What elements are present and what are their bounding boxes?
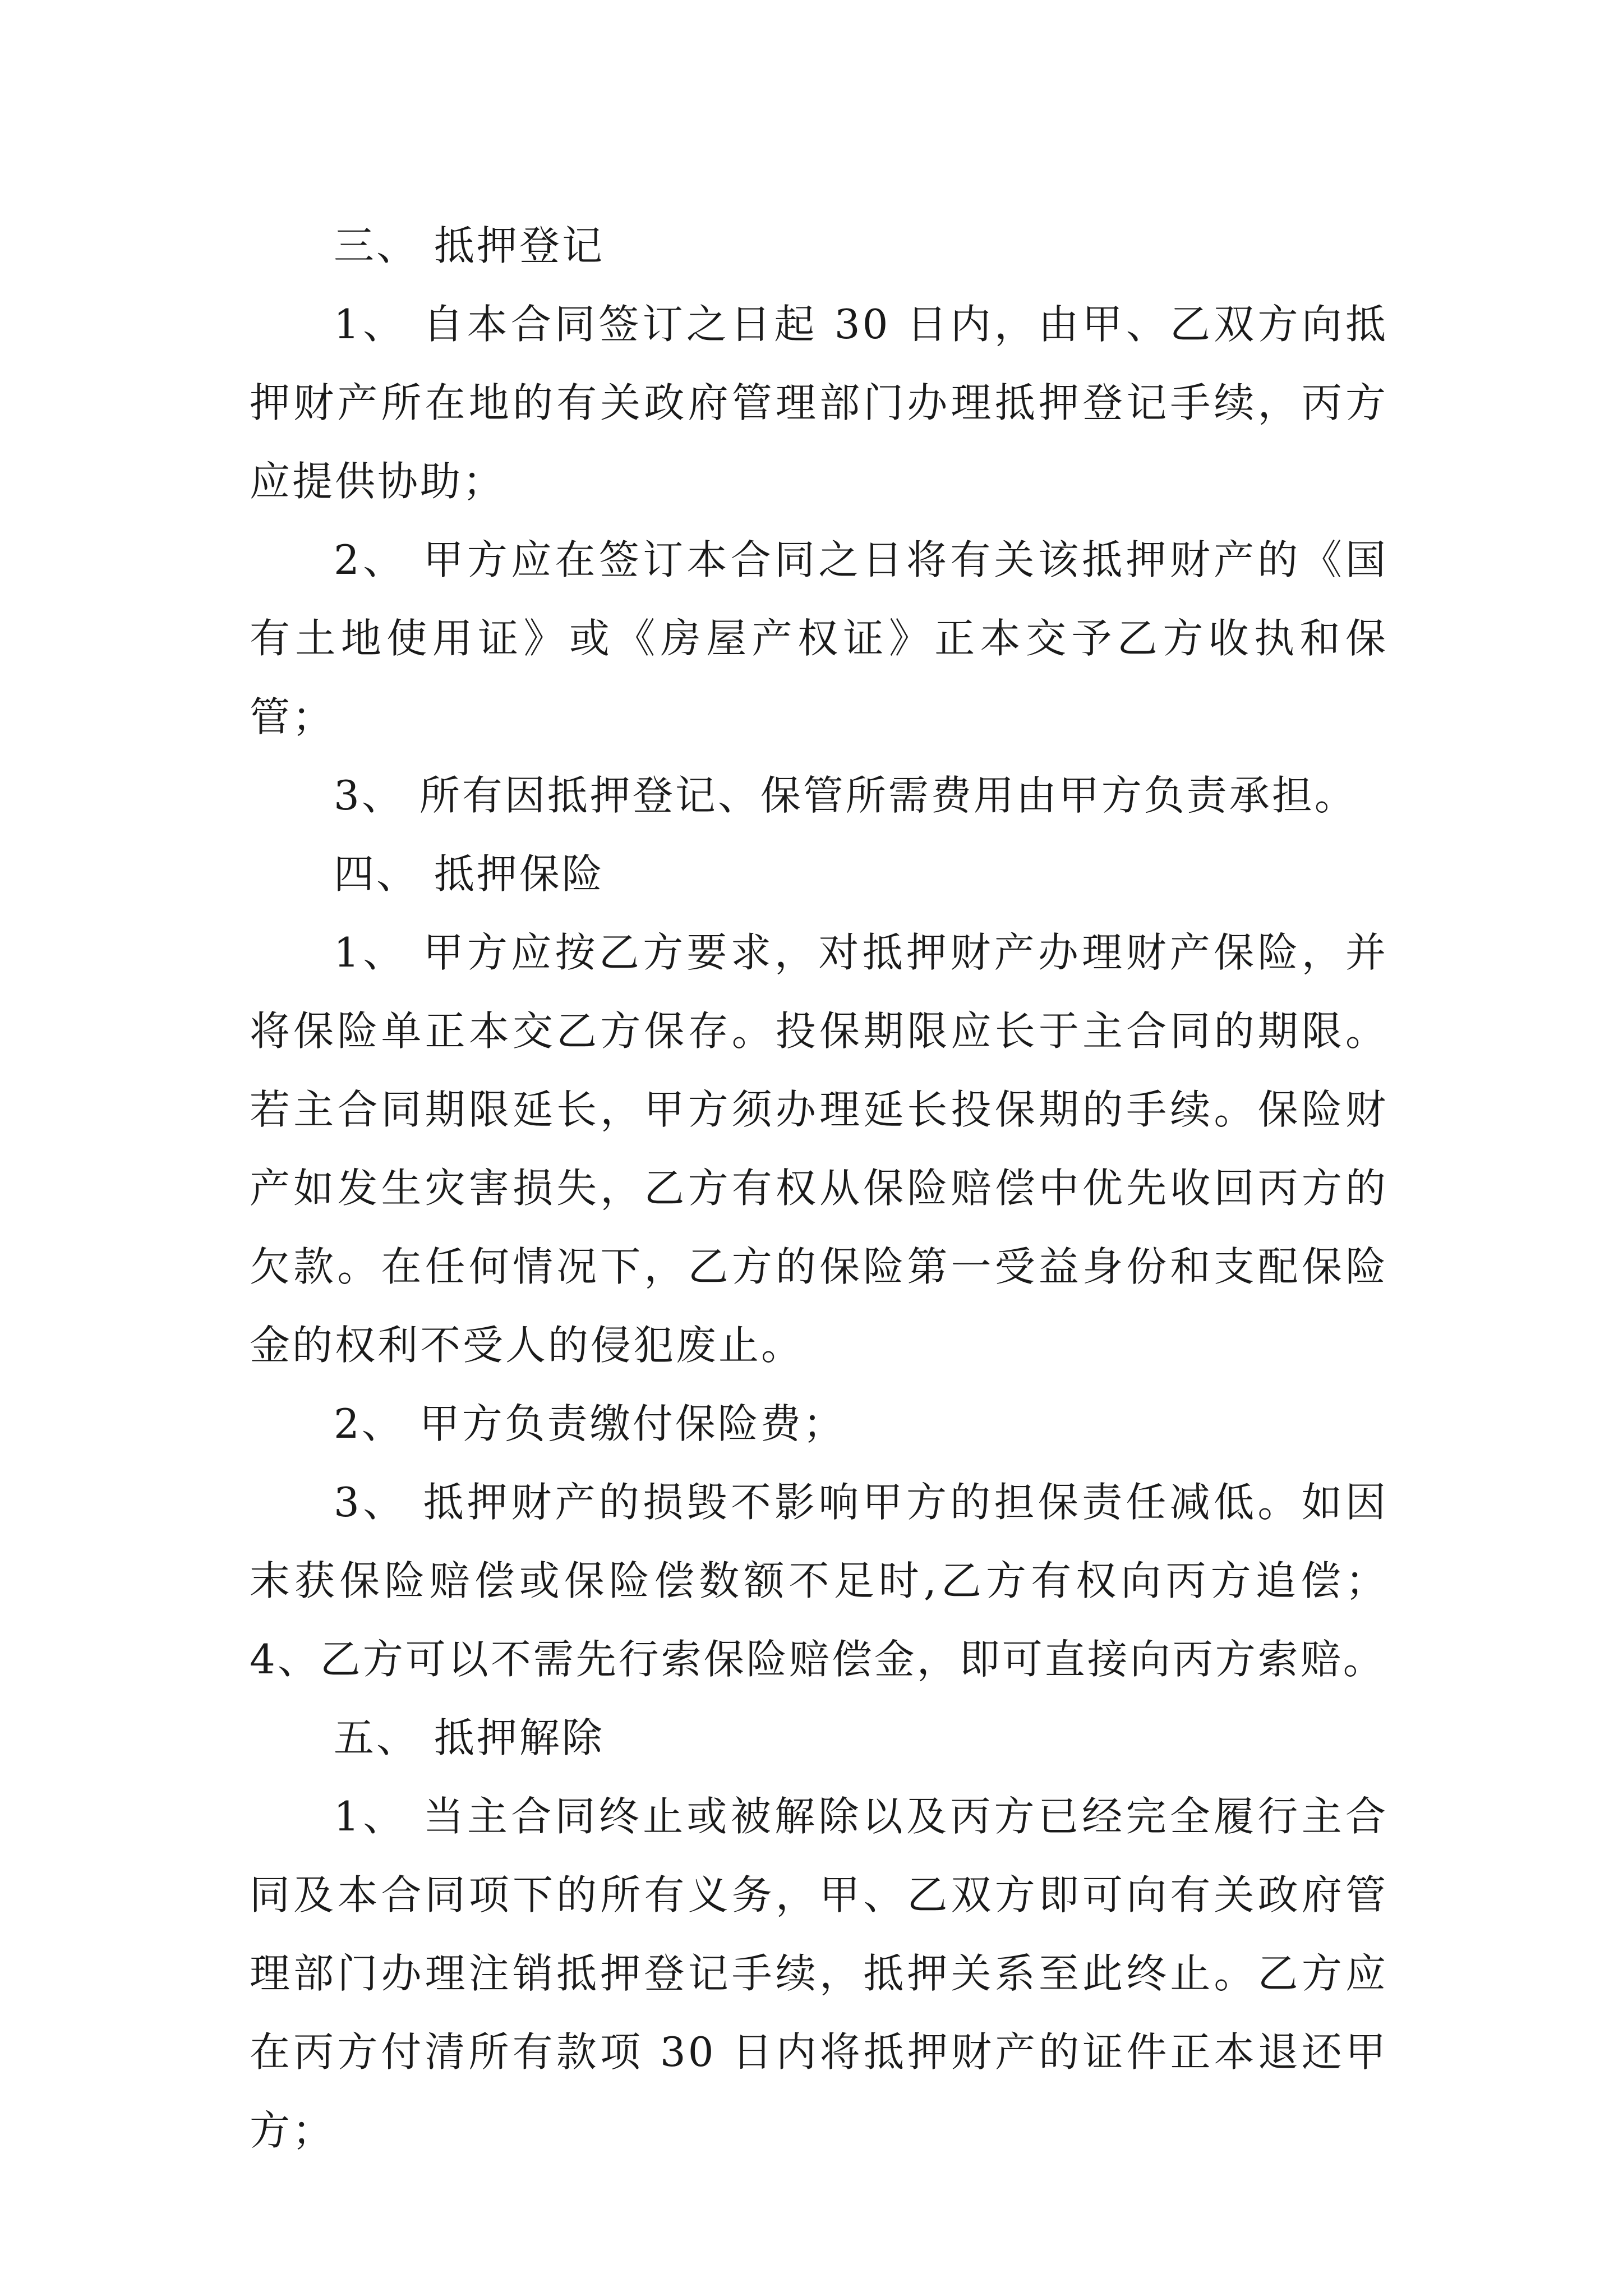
document-body bbox=[250, 206, 1388, 2170]
section-heading-insurance: 四、 抵押保险 bbox=[334, 850, 605, 898]
section-heading-release: 五、 抵押解除 bbox=[334, 1714, 605, 1761]
clause-registration-3: 3、 所有因抵押登记、保管所需费用由甲方负责承担。 bbox=[334, 772, 1357, 819]
clause-insurance-1: 1、 甲方应按乙方要求，对抵押财产办理财产保险，并将保险单正本交乙方保存。投保期限应长于主合同的期限。若主合同期限延长，甲方须办理延长投保期的手续。保险财产如发生灾害损失，乙方有权从保险赔偿中优先收回丙方的欠款。在任何情况下，乙方的保险第一受益身份和支配保险金的权利不受人的侵犯废止。 bbox=[250, 929, 1388, 1369]
clause-insurance-3-4: 3、 抵押财产的损毁不影响甲方的担保责任减低。如因末获保险赔偿或保险偿数额不足时,乙方有权向丙方追偿；4、乙方可以不需先行索保险赔偿金，即可直接向丙方索赔。 bbox=[250, 1479, 1388, 1683]
clause-release-1: 1、 当主合同终止或被解除以及丙方已经完全履行主合同及本合同项下的所有义务，甲、乙双方即可向有关政府管理部门办理注销抵押登记手续，抵押关系至此终止。乙方应在丙方付清所有款项 30 日内将抵押财产的证件正本退还甲方； bbox=[250, 1793, 1388, 2154]
section-heading-registration: 三、 抵押登记 bbox=[334, 222, 605, 269]
clause-registration-2: 2、 甲方应在签订本合同之日将有关该抵押财产的《国有土地使用证》或《房屋产权证》正本交予乙方收执和保管； bbox=[250, 536, 1388, 740]
clause-insurance-2: 2、 甲方负责缴付保险费； bbox=[334, 1400, 846, 1447]
clause-registration-1: 1、 自本合同签订之日起 30 日内，由甲、乙双方向抵押财产所在地的有关政府管理部门办理抵押登记手续，丙方应提供协助； bbox=[250, 301, 1388, 505]
